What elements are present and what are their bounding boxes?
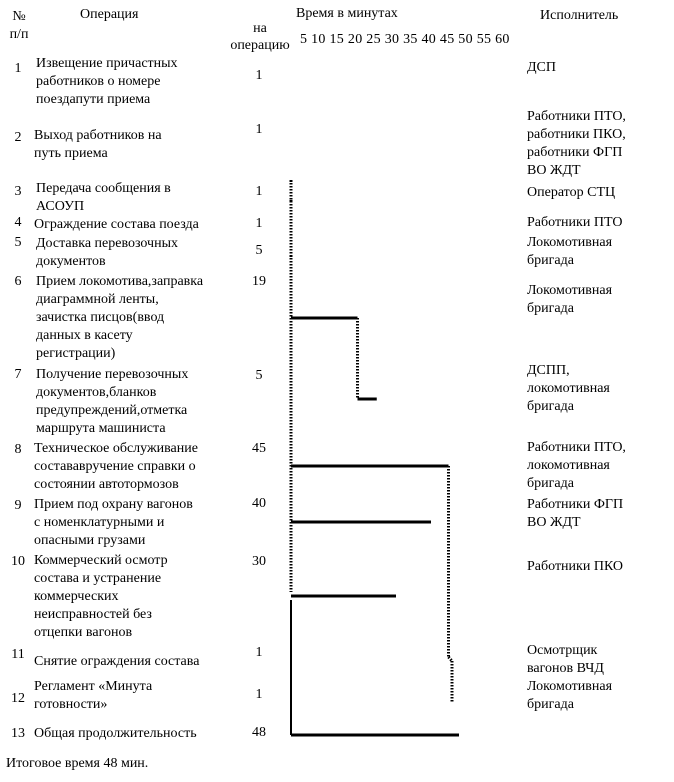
- row-1-duration: 1: [255, 68, 263, 83]
- row-5-operation: Доставка перевозочных документов: [36, 236, 178, 269]
- row-5-executor: Локомотивная бригада: [527, 235, 613, 268]
- row-4-executor: Работники ПТО: [527, 215, 623, 230]
- gantt-bar-task-3: [290, 180, 293, 182]
- row-13-duration: 48: [252, 725, 266, 740]
- header-executor: Исполнитель: [540, 8, 619, 23]
- row-4-operation: Ограждение состава поезда: [34, 217, 199, 232]
- row-3-number: 3: [14, 184, 22, 199]
- row-8-executor: Работники ПТО, локомотивная бригада: [527, 440, 626, 491]
- header-operation: Операция: [80, 7, 139, 22]
- row-10-number: 10: [11, 554, 25, 569]
- row-6-number: 6: [14, 274, 22, 289]
- row-11-duration: 1: [255, 645, 263, 660]
- row-4-duration: 1: [255, 216, 263, 231]
- row-7-duration: 5: [255, 368, 263, 383]
- row-13-number: 13: [11, 726, 25, 741]
- gantt-bar-task-5: [290, 255, 293, 257]
- row-3-operation: Передача сообщения в АСОУП: [36, 181, 171, 214]
- row-3-executor: Оператор СТЦ: [527, 185, 616, 200]
- row-2-number: 2: [14, 130, 22, 145]
- row-1-operation: Извещение причастных работников о номере поездапути приема: [36, 56, 178, 107]
- header-duration: на операцию: [230, 21, 290, 53]
- row-1-number: 1: [14, 61, 22, 76]
- gantt-bar-task-4: [290, 200, 293, 202]
- row-10-duration: 30: [252, 554, 266, 569]
- row-12-number: 12: [11, 691, 25, 706]
- row-9-number: 9: [14, 498, 22, 513]
- header-scale: 5 10 15 20 25 30 35 40 45 50 55 60: [300, 32, 510, 47]
- row-2-operation: Выход работников на путь приема: [34, 128, 162, 161]
- row-11-operation: Снятие ограждения состава: [34, 654, 200, 669]
- gantt-bar-task-11: [449, 657, 453, 661]
- row-10-executor: Работники ПКО: [527, 559, 624, 574]
- row-10-operation: Коммерческий осмотр состава и устранение коммерческих неисправностей без отцепки вагонов: [34, 553, 168, 640]
- row-5-number: 5: [14, 235, 22, 250]
- row-8-duration: 45: [252, 441, 266, 456]
- header-number: № п/п: [9, 9, 29, 42]
- row-11-number: 11: [11, 647, 25, 662]
- row-9-duration: 40: [252, 496, 266, 511]
- row-8-operation: Техническое обслуживание состававручение справки о состоянии автотормозов: [34, 441, 198, 492]
- row-2-executor: Работники ПТО, работники ПКО, работники ФГП ВО ЖДТ: [527, 109, 626, 178]
- row-6-executor: Локомотивная бригада: [527, 283, 613, 316]
- row-4-number: 4: [14, 215, 22, 230]
- row-3-duration: 1: [255, 184, 263, 199]
- row-12-duration: 1: [255, 687, 263, 702]
- total-time-text: Итоговое время 48 мин.: [6, 756, 149, 771]
- row-9-operation: Прием под охрану вагонов с номенклатурными и опасными грузами: [34, 497, 193, 548]
- row-6-duration: 19: [252, 274, 266, 289]
- row-6-operation: Прием локомотива,заправка диаграммной ленты, зачистка писцов(ввод данных в касету регистрации): [36, 274, 204, 361]
- row-11-executor: Осмотрщик вагонов ВЧД: [527, 643, 604, 676]
- row-7-operation: Получение перевозочных документов,бланков предупреждений,отметка маршрута машиниста: [36, 367, 189, 436]
- row-2-duration: 1: [255, 122, 263, 137]
- row-7-number: 7: [14, 367, 22, 382]
- row-9-executor: Работники ФГП ВО ЖДТ: [527, 497, 624, 530]
- row-12-operation: Регламент «Минута готовности»: [34, 679, 153, 712]
- row-1-executor: ДСП: [527, 60, 556, 75]
- row-12-executor: Локомотивная бригада: [527, 679, 613, 712]
- row-13-operation: Общая продолжительность: [34, 726, 197, 741]
- header-time: Время в минутах: [296, 6, 398, 21]
- row-7-executor: ДСПП, локомотивная бригада: [527, 363, 610, 414]
- row-5-duration: 5: [255, 243, 263, 258]
- row-8-number: 8: [14, 442, 22, 457]
